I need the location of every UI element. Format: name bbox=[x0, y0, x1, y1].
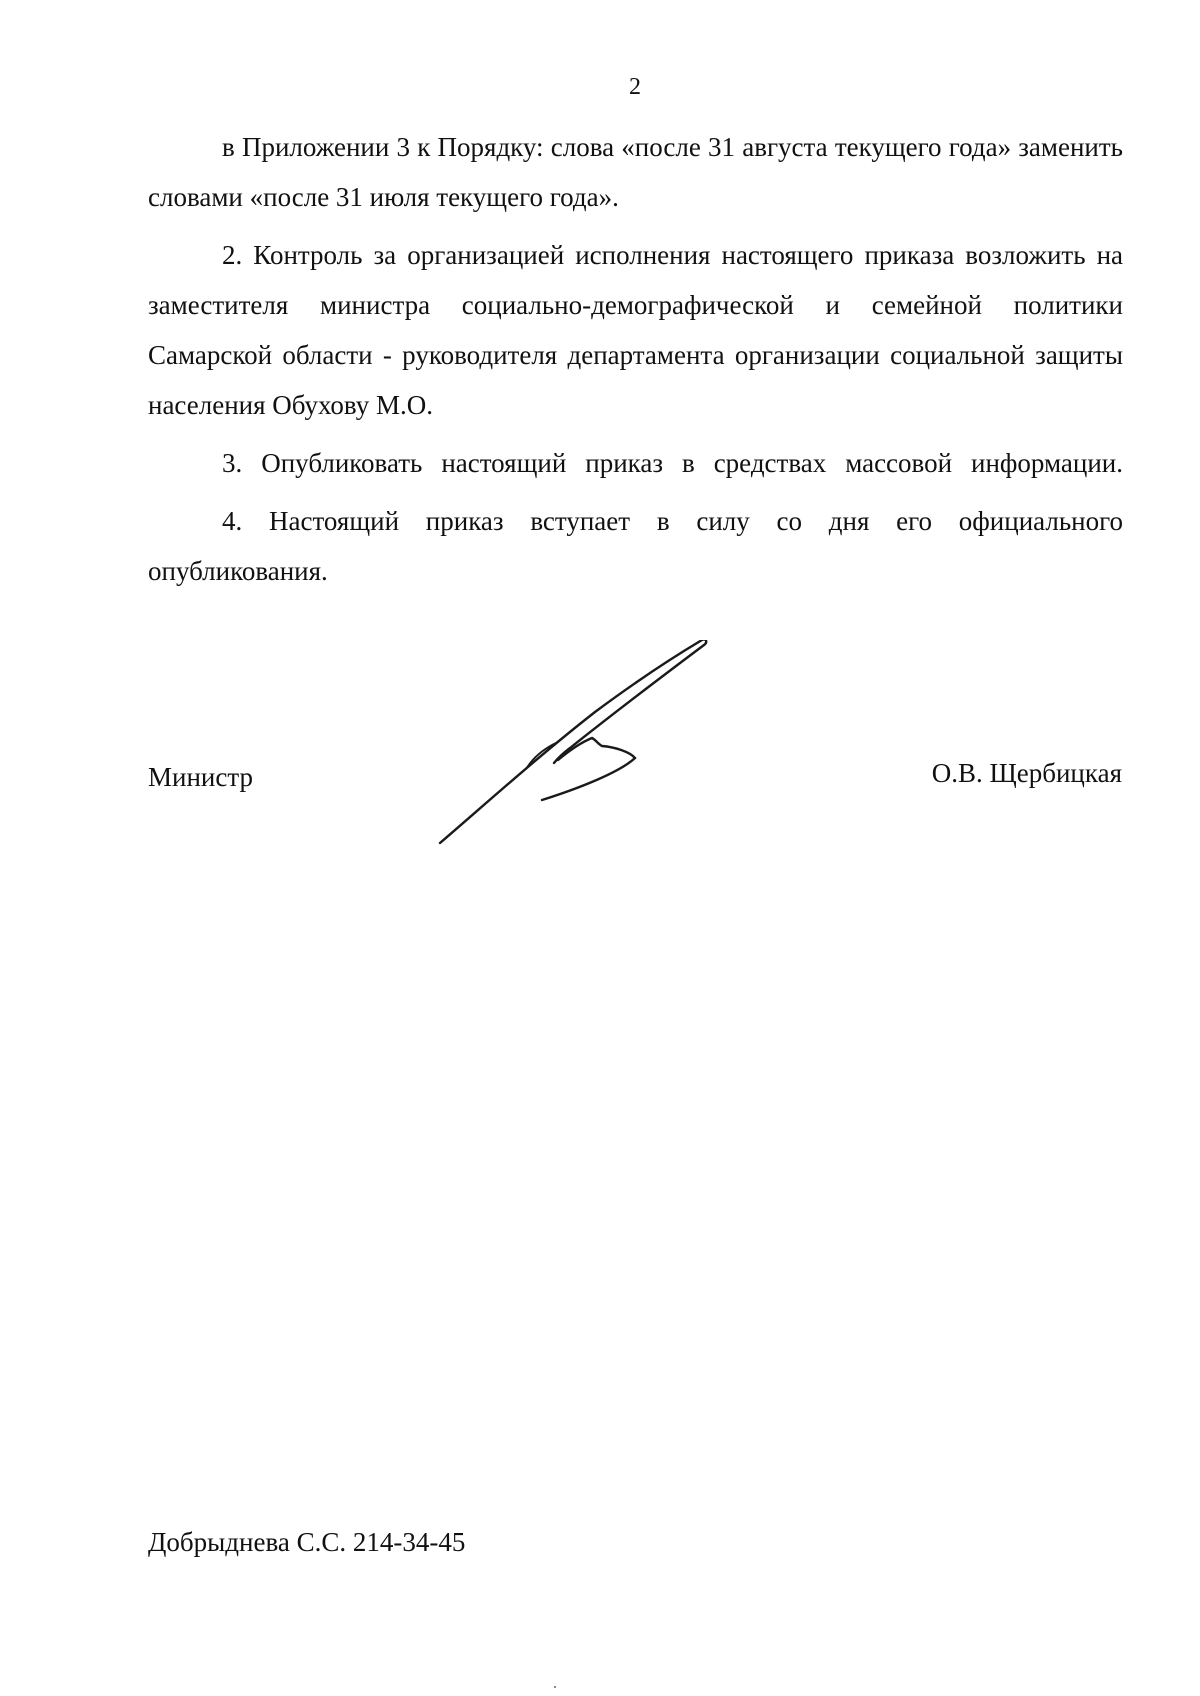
signatory-title: Министр bbox=[148, 762, 253, 792]
paragraph-publish-clause: 3. Опубликовать настоящий приказ в средствах массовой информации. bbox=[222, 448, 1123, 478]
signatory-name: О.В. Щербицкая bbox=[931, 758, 1122, 788]
paragraph-control-clause: 2. Контроль за организацией исполнения настоящего приказа возложить на заместителя министра социально-демографической и семейной политики Самарской области - руководителя департамента организации социальной защиты населения Обухову М.О. bbox=[148, 240, 1123, 420]
executor-contact: Добрыднева С.С. 214-34-45 bbox=[148, 1527, 466, 1557]
paragraph-appendix-amendment: в Приложении 3 к Порядку: слова «после 31 августа текущего года» заменить словами «после 31 июля текущего года». bbox=[148, 132, 1123, 212]
page-number: 2 bbox=[629, 74, 641, 100]
scan-artifact-dot bbox=[554, 1686, 556, 1688]
paragraph-effective-clause: 4. Настоящий приказ вступает в силу со дня его официального опубликования. bbox=[148, 506, 1123, 586]
handwritten-signature-icon bbox=[430, 640, 740, 860]
document-body bbox=[148, 122, 1123, 604]
